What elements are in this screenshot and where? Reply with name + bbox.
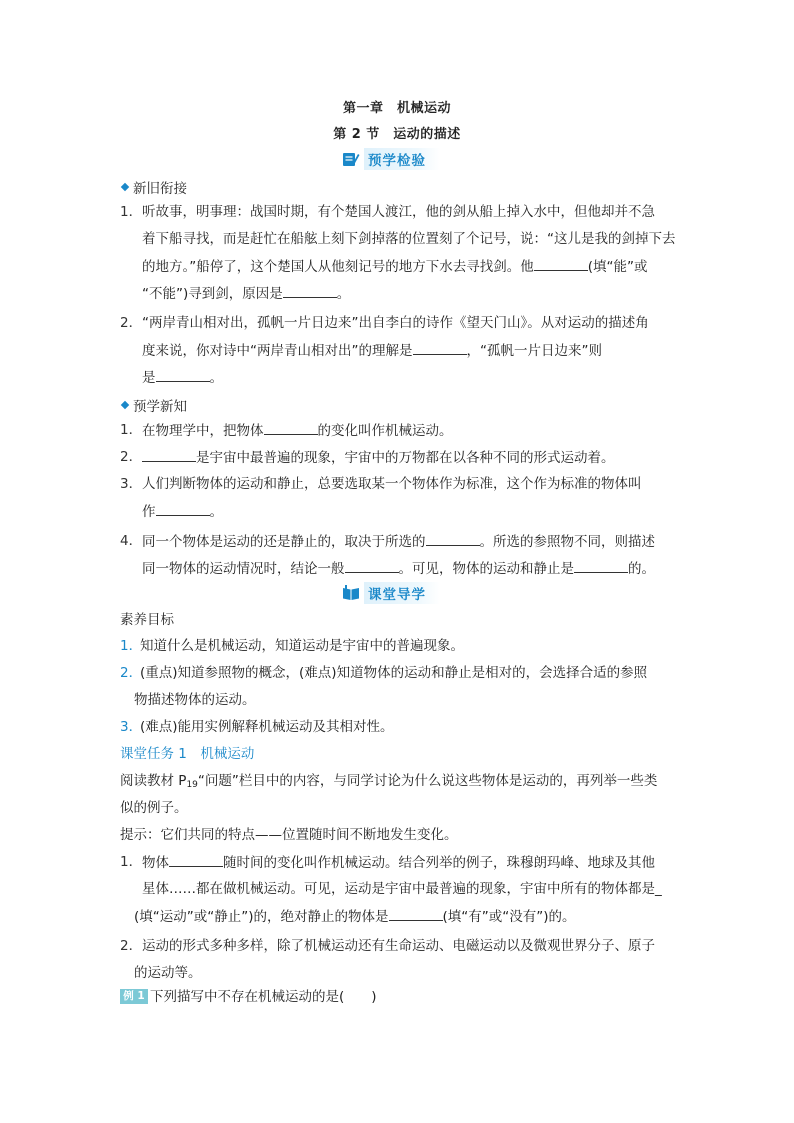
example-question: 下列描写中不存在机械运动的是( ) — [150, 989, 377, 1005]
question-text: 运动的形式多种多样，除了机械运动还有生命运动、电磁运动以及微观世界分子、原子 — [142, 938, 655, 954]
answer-blank[interactable] — [156, 501, 210, 516]
question-number: 1． — [120, 422, 143, 438]
hint-text: 提示：它们共同的特点——位置随时间不断地发生变化。 — [120, 827, 458, 843]
banner-label: 课堂导学 — [364, 582, 440, 604]
goal-number: 2． — [120, 665, 143, 681]
banner-label: 预学检验 — [364, 148, 440, 170]
goal-text: 物描述物体的运动。 — [134, 692, 256, 708]
answer-blank[interactable] — [574, 558, 628, 573]
question-number: 2． — [120, 315, 143, 331]
task-heading: 课堂任务 1 机械运动 — [120, 746, 255, 762]
answer-blank[interactable] — [169, 852, 223, 867]
question-text: (填“运动”或“静止”)的，绝对静止的物体是 (填“有”或“没有”)的。 — [134, 906, 576, 927]
question-number: 1． — [120, 854, 143, 870]
answer-blank[interactable] — [156, 367, 210, 382]
question-text: 作 。 — [142, 501, 223, 522]
question-text: 是 。 — [142, 367, 223, 388]
question-number: 4． — [120, 533, 143, 549]
question-number: 1． — [120, 204, 143, 220]
answer-blank[interactable] — [142, 447, 196, 462]
question-number: 2． — [120, 449, 143, 465]
section-title: 第 2 节 运动的描述 — [333, 127, 461, 142]
goal-text: (难点)能用实例解释机械运动及其相对性。 — [140, 719, 394, 735]
question-text: 同一个物体是运动的还是静止的，取决于所选的 。所选的参照物不同，则描述 — [142, 531, 655, 552]
question-text: 星体……都在做机械运动。可见，运动是宇宙中最普遍的现象，宇宙中所有的物体都是_ — [142, 881, 662, 897]
answer-blank[interactable] — [345, 558, 399, 573]
question-number: 3． — [120, 476, 143, 492]
pencil-notebook-icon — [342, 150, 360, 168]
question-text: “不能”)寻到剑，原因是 。 — [142, 283, 350, 304]
question-text: 的运动等。 — [134, 965, 202, 981]
goal-text: (重点)知道参照物的概念，(难点)知道物体的运动和静止是相对的，会选择合适的参照 — [140, 665, 648, 681]
question-text: 在物理学中，把物体 的变化叫作机械运动。 — [142, 420, 453, 441]
question-text: “两岸青山相对出，孤帆一片日边来”出自李白的诗作《望天门山》。从对运动的描述角 — [142, 315, 649, 331]
reading-instruction: 阅读教材 $P_{19}“$问题”栏目中的内容，与同学讨论为什么说这些物体是运动的，再列举一些类 — [120, 773, 658, 790]
diamond-bullet-icon — [121, 401, 129, 409]
chapter-title: 第一章 机械运动 — [342, 101, 451, 116]
question-text: 物体 随时间的变化叫作机械运动。结合列举的例子，珠穆朗玛峰、地球及其他 — [142, 852, 655, 873]
answer-blank[interactable] — [534, 256, 588, 271]
reading-instruction: 似的例子。 — [120, 800, 188, 816]
goal-number: 1． — [120, 638, 143, 654]
question-number: 2． — [120, 938, 143, 954]
question-text: 是宇宙中最普遍的现象，宇宙中的万物都在以各种不同的形式运动着。 — [142, 447, 615, 468]
question-text: 同一物体的运动情况时，结论一般 。可见，物体的运动和静止是 的。 — [142, 558, 655, 579]
question-text: 着下船寻找，而是赶忙在船舷上刻下剑掉落的位置刻了个记号，说：“这儿是我的剑掉下去 — [142, 231, 676, 247]
question-text: 听故事，明事理：战国时期，有个楚国人渡江，他的剑从船上掉入水中，但他却并不急 — [142, 204, 655, 220]
answer-blank[interactable] — [264, 420, 318, 435]
banner-classroom-guide — [342, 582, 440, 604]
diamond-bullet-icon — [121, 183, 129, 191]
answer-blank[interactable] — [413, 340, 467, 355]
question-text: 人们判断物体的运动和静止，总要选取某一个物体作为标准，这个作为标准的物体叫 — [142, 476, 642, 492]
answer-blank[interactable] — [426, 531, 480, 546]
section-heading-label: 预学新知 — [133, 399, 187, 415]
goal-number: 3． — [120, 719, 143, 735]
banner-preview-check — [342, 148, 440, 170]
question-text: 的地方。”船停了，这个楚国人从他刻记号的地方下水去寻找剑。他 (填“能”或 — [142, 256, 648, 277]
section-heading-label: 新旧衔接 — [133, 181, 187, 197]
open-book-icon — [342, 584, 360, 602]
goal-text: 知道什么是机械运动，知道运动是宇宙中的普遍现象。 — [140, 638, 464, 654]
example-tag: 例 1 — [120, 989, 148, 1004]
section-heading-old-new — [120, 177, 187, 197]
answer-blank[interactable] — [389, 906, 443, 921]
goals-heading: 素养目标 — [120, 612, 174, 628]
question-text: 度来说，你对诗中“两岸青山相对出”的理解是 ，“孤帆一片日边来”则 — [142, 340, 602, 361]
section-heading-preview-new — [120, 395, 187, 415]
answer-blank[interactable] — [283, 283, 337, 298]
